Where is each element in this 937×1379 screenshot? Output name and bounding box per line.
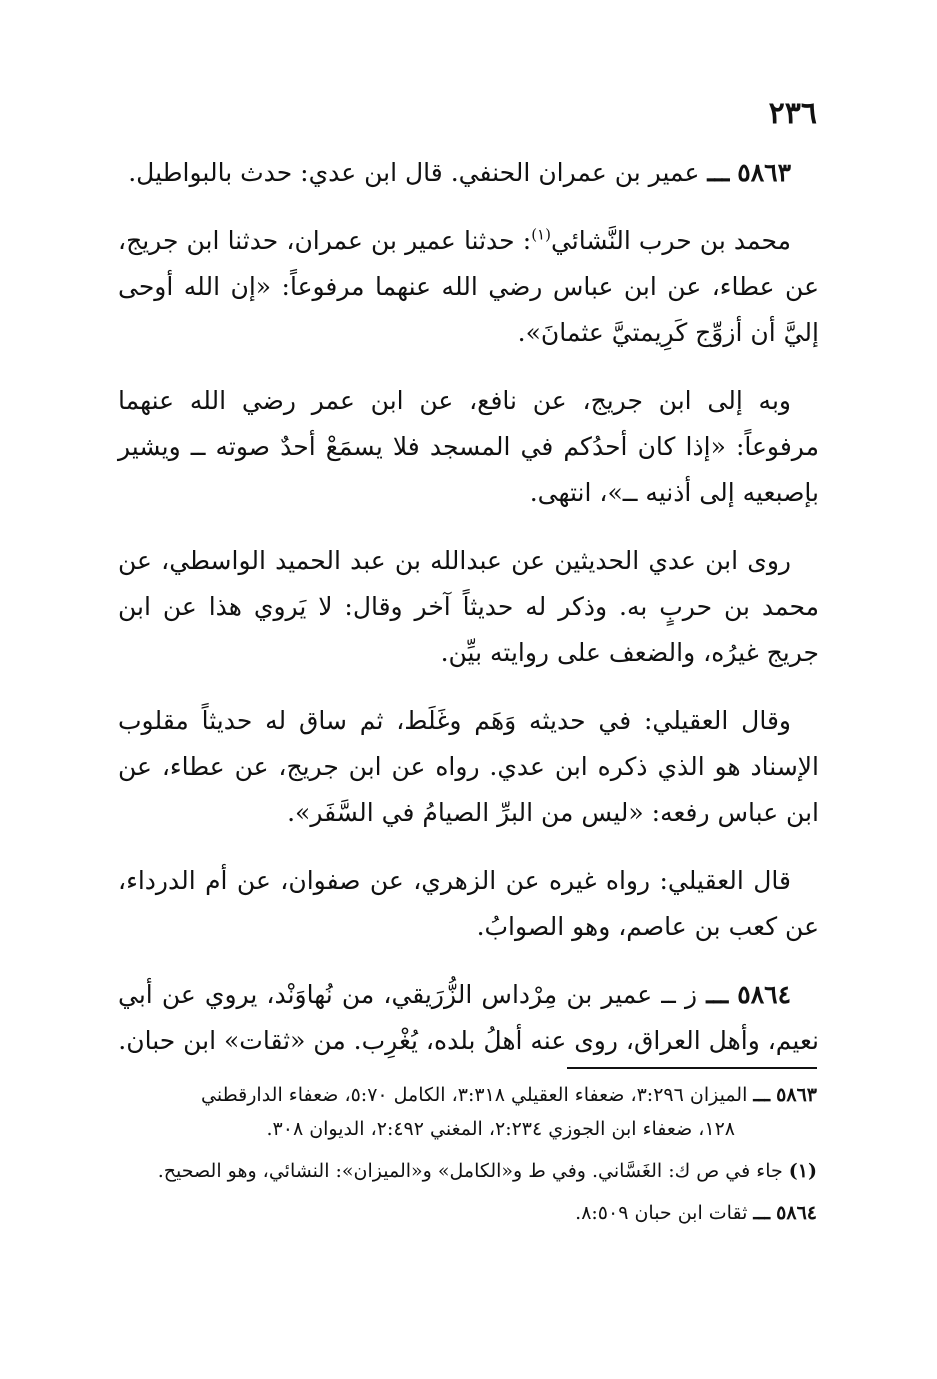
footnote-1: [118, 1154, 817, 1188]
paragraph-text: : حدثنا عمير بن عمران، حدثنا ابن جريج، عن عطاء، عن ابن عباس رضي الله عنهما مرفوعاً: «إن الله أوحى إليَّ أن أزوِّج كَرِيمتيَّ عثمانَ».: [118, 226, 819, 347]
footnote-5864: [118, 1196, 817, 1230]
entry-dash: ـــ: [706, 980, 729, 1009]
footnote-divider: [567, 1067, 817, 1069]
entry-dash: ـــ: [707, 158, 730, 187]
entry-text: عمير بن عمران الحنفي. قال ابن عدي: حدث بالبواطيل.: [128, 158, 700, 187]
paragraph-5: قال العقيلي: رواه غيره عن الزهري، عن صفوان، عن أم الدرداء، عن كعب بن عاصم، وهو الصوابُ.: [118, 866, 819, 941]
entry-number: ٥٨٦٤: [737, 980, 792, 1009]
footnotes: [118, 1078, 817, 1238]
footnote-number: ٥٨٦٤: [776, 1202, 817, 1224]
footnote-5863: [118, 1078, 817, 1146]
footnote-number: (١): [788, 1160, 817, 1182]
entry-5864-heading: [118, 972, 819, 1064]
footnote-text: جاء في ص ك: الغَسَّاني. وفي ط و«الكامل» و«الميزان»: النشائي، وهو الصحيح.: [157, 1160, 783, 1182]
footnote-dash: ـــ: [753, 1202, 771, 1224]
footnote-text: ١٢٨، ضعفاء ابن الجوزي ٢:٢٣٤، المغني ٢:٤٩٢، الديوان ٣٠٨.: [266, 1118, 735, 1140]
footnote-text: الميزان ٣:٢٩٦، ضعفاء العقيلي ٣:٣١٨، الكامل ٥:٧٠، ضعفاء الدارقطني: [201, 1084, 748, 1106]
entry-5863-heading: [118, 150, 819, 196]
entry-text: ز ــ عمير بن مِرْداس الزُّرَيقي، من نُهاوَنْد، يروي عن أبي نعيم، وأهل العراق، روى عنه أهلُ بلده، يُغْرِب. من «ثقات» ابن حبان.: [118, 980, 819, 1055]
paragraph-text: محمد بن حرب النَّشائي: [550, 226, 791, 255]
page-number: ٢٣٦: [768, 96, 817, 131]
footnote-text: ثقات ابن حبان ٨:٥٠٩.: [575, 1202, 748, 1224]
footnote-number: ٥٨٦٣: [776, 1084, 817, 1106]
paragraph-1: [118, 218, 819, 356]
paragraph-3: روى ابن عدي الحديثين عن عبدالله بن عبد الحميد الواسطي، عن محمد بن حربٍ به. وذكر له حديثاً آخر وقال: لا يَروي هذا عن ابن جريج غيرُه، والضعف على روايته بيِّن.: [118, 546, 819, 667]
paragraph-4: وقال العقيلي: في حديثه وَهَم وغَلَط، ثم ساق له حديثاً مقلوب الإسناد هو الذي ذكره ابن عدي. رواه عن ابن جريج، عن عطاء، عن ابن عباس رفعه: «ليس من البرِّ الصيامُ في السَّفَر».: [118, 706, 819, 827]
footnote-dash: ـــ: [753, 1084, 771, 1106]
entry-number: ٥٨٦٣: [737, 158, 791, 187]
main-text: [118, 150, 819, 1086]
footnote-marker[interactable]: (١): [531, 225, 551, 244]
paragraph-2: وبه إلى ابن جريج، عن نافع، عن ابن عمر رضي الله عنهما مرفوعاً: «إذا كان أحدُكم في المسجد فلا يسمَعْ أحدٌ صوته ــ ويشير بإصبعيه إلى أذنيه ــ»، انتهى.: [118, 386, 819, 507]
footnote-line: [118, 1078, 817, 1112]
